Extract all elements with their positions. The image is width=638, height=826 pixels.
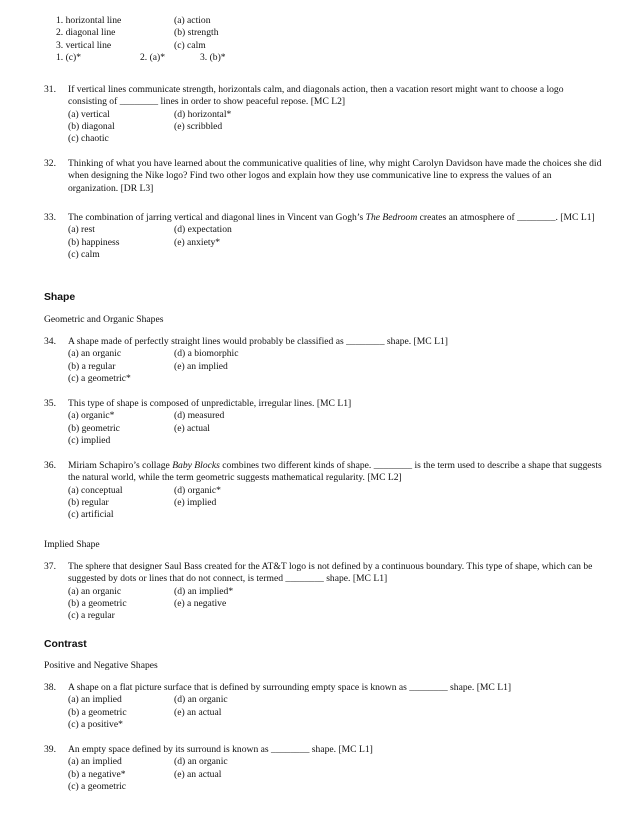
question-number: 38. <box>44 682 56 693</box>
match-right: (b) strength <box>174 27 219 39</box>
option: (d) organic* <box>174 484 221 496</box>
match-left: 2. diagonal line <box>56 27 116 39</box>
option: (a) vertical <box>68 108 110 120</box>
match-left: 3. vertical line <box>56 39 112 51</box>
question-number: 31. <box>44 84 56 95</box>
answer-key-item: 1. (c)* <box>56 51 82 63</box>
option: (c) artificial <box>68 509 114 521</box>
option: (d) a biomorphic <box>174 348 239 360</box>
question-text: Thinking of what you have learned about the communicative qualities of line, why might Carolyn Davidson have made the choices she did when designing the Nike logo? Find two other logos and explain how they use communicative line to express the values of an organization. [DR L3] <box>68 158 602 194</box>
option: (b) geometric <box>68 422 120 434</box>
option: (b) a geometric <box>68 706 127 718</box>
option: (a) an organic <box>68 348 122 360</box>
question-text: This type of shape is composed of unpredictable, irregular lines. [MC L1] <box>68 398 352 409</box>
section-heading-shape: Shape <box>44 292 76 303</box>
matching-row <box>56 40 294 52</box>
option: (c) a geometric* <box>68 372 131 384</box>
option: (b) happiness <box>68 236 120 248</box>
subsection-heading: Positive and Negative Shapes <box>44 660 158 671</box>
option: (e) actual <box>174 422 210 434</box>
matching-row <box>56 27 294 39</box>
option: (e) anxiety* <box>174 236 221 248</box>
option: (d) horizontal* <box>174 108 232 120</box>
option: (d) measured <box>174 410 225 422</box>
match-right: (c) calm <box>174 39 206 51</box>
question-number: 34. <box>44 336 56 347</box>
question-34 <box>44 336 604 385</box>
matching-answer-key <box>56 52 294 64</box>
option: (b) a regular <box>68 360 116 372</box>
answer-options <box>68 485 604 522</box>
question-37 <box>44 561 604 622</box>
question-39 <box>44 744 604 793</box>
answer-key-item: 3. (b)* <box>200 51 226 63</box>
section-heading-contrast: Contrast <box>44 639 87 650</box>
question-number: 39. <box>44 744 56 755</box>
subsection-heading: Geometric and Organic Shapes <box>44 314 164 325</box>
option: (c) chaotic <box>68 133 109 145</box>
option: (a) an implied <box>68 756 122 768</box>
option: (d) an organic <box>174 756 228 768</box>
answer-key-item: 2. (a)* <box>140 51 166 63</box>
question-35 <box>44 398 604 447</box>
question-text: The sphere that designer Saul Bass created for the AT&T logo is not defined by a continuous boundary. This type of shape, which can be suggested by dots or lines that do not connect, is termed ________ shape. [MC L1] <box>68 561 593 585</box>
option: (b) a negative* <box>68 768 126 780</box>
option: (e) a negative <box>174 597 227 609</box>
option: (a) conceptual <box>68 484 123 496</box>
question-32 <box>44 158 604 195</box>
answer-options <box>68 694 604 731</box>
question-number: 37. <box>44 561 56 572</box>
option: (e) an implied <box>174 360 228 372</box>
answer-options <box>68 756 604 793</box>
question-text: The combination of jarring vertical and diagonal lines in Vincent van Gogh’s The Bedroom creates an atmosphere of ________. [MC L1] <box>68 212 595 223</box>
option: (e) an actual <box>174 706 222 718</box>
answer-options <box>68 224 604 261</box>
option: (c) a positive* <box>68 718 123 730</box>
question-number: 35. <box>44 398 56 409</box>
artwork-title: The Bedroom <box>365 212 418 223</box>
option: (c) calm <box>68 248 100 260</box>
answer-options <box>68 109 604 146</box>
question-36 <box>44 460 604 521</box>
option: (b) a geometric <box>68 597 127 609</box>
matching-row <box>56 15 294 27</box>
option: (e) an actual <box>174 768 222 780</box>
question-text: A shape made of perfectly straight lines would probably be classified as ________ shape. [MC L1] <box>68 336 448 347</box>
option: (c) a regular <box>68 610 115 622</box>
question-number: 33. <box>44 212 56 223</box>
option: (e) scribbled <box>174 120 223 132</box>
question-text: A shape on a flat picture surface that is defined by surrounding empty space is known as ________ shape. [MC L1] <box>68 682 512 693</box>
option: (c) implied <box>68 434 111 446</box>
question-text: If vertical lines communicate strength, horizontals calm, and diagonals action, then a vacation resort might want to choose a logo consisting of ________ lines in order to show peaceful repose. [MC L2] <box>68 84 564 108</box>
option: (c) a geometric <box>68 780 127 792</box>
answer-options <box>68 586 604 623</box>
option: (d) an organic <box>174 694 228 706</box>
matching-exercise <box>56 15 294 64</box>
option: (b) diagonal <box>68 120 115 132</box>
option: (d) an implied* <box>174 585 234 597</box>
answer-options <box>68 410 604 447</box>
match-right: (a) action <box>174 15 211 26</box>
artwork-title: Baby Blocks <box>172 460 220 471</box>
question-33 <box>44 212 604 261</box>
match-left: 1. horizontal line <box>56 15 122 26</box>
question-31 <box>44 84 604 145</box>
option: (a) organic* <box>68 410 115 422</box>
option: (a) rest <box>68 224 95 236</box>
question-number: 32. <box>44 158 56 169</box>
option: (b) regular <box>68 496 109 508</box>
option: (d) expectation <box>174 224 232 236</box>
option: (a) an organic <box>68 585 122 597</box>
option: (e) implied <box>174 496 217 508</box>
question-38 <box>44 682 604 731</box>
question-text: Miriam Schapiro’s collage Baby Blocks combines two different kinds of shape. ________ is the term used to describe a shape that suggests the natural world, while the term geometric suggests mathematical regularity. [MC L2] <box>68 460 602 484</box>
option: (a) an implied <box>68 694 122 706</box>
question-text: An empty space defined by its surround is known as ________ shape. [MC L1] <box>68 744 373 755</box>
subsection-heading: Implied Shape <box>44 539 100 550</box>
question-number: 36. <box>44 460 56 471</box>
answer-options <box>68 348 604 385</box>
